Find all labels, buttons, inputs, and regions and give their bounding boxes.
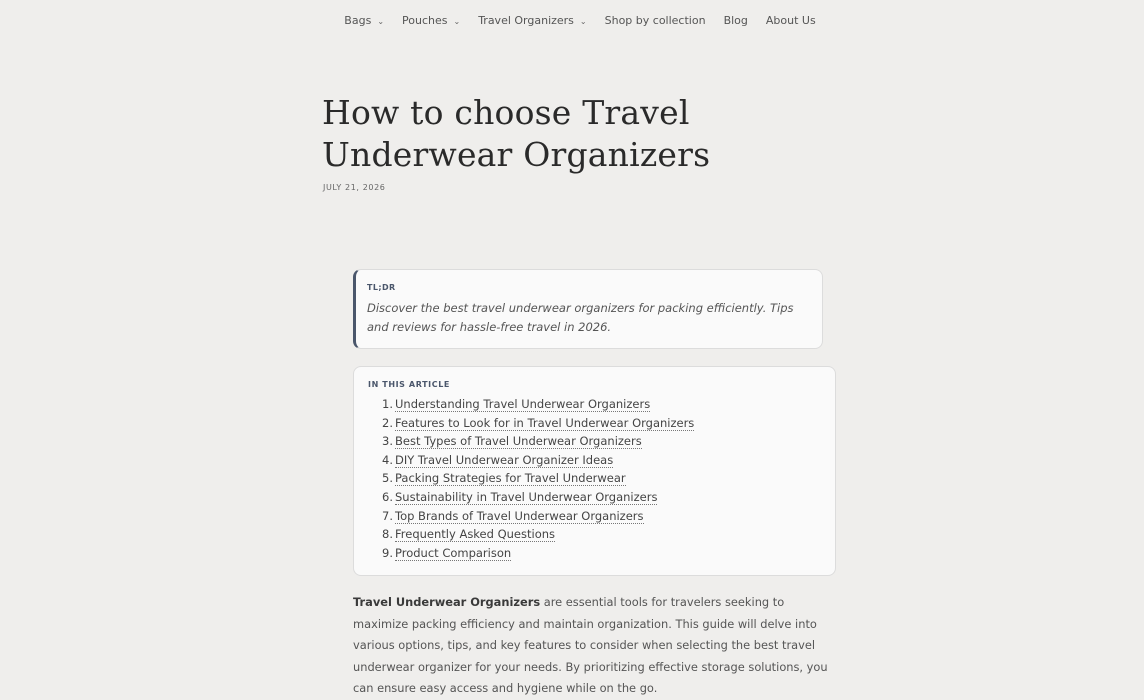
article-date: JULY 21, 2026	[323, 183, 386, 192]
toc-item-number: 9.	[382, 545, 393, 560]
toc-item-number: 6.	[382, 489, 393, 504]
nav-item-bags[interactable]	[344, 14, 384, 27]
intro-text: are essential tools for travelers seeking to maximize packing efficiency and maintain organization. This guide will delve into various options, tips, and key features to consider when selecting the best travel underwear organizer for your needs. By prioritizing effective storage solutions, you can ensure easy access and hygiene while on the go.	[353, 595, 828, 696]
toc-item	[382, 469, 821, 488]
toc-link[interactable]: Frequently Asked Questions	[395, 527, 556, 542]
nav-item-label: About Us	[765, 14, 816, 27]
toc-item-number: 5.	[382, 471, 393, 486]
toc-list	[368, 395, 821, 562]
toc-label: IN THIS ARTICLE	[368, 380, 450, 389]
chevron-down-icon: ⌄	[453, 17, 461, 26]
intro-paragraph	[353, 592, 833, 700]
nav-item-shop-by-collection[interactable]	[605, 14, 706, 27]
toc-item	[382, 414, 821, 433]
toc-item	[382, 507, 821, 526]
page-title: How to choose Travel Underwear Organizers	[322, 93, 711, 174]
nav-item-about-us[interactable]	[766, 14, 816, 27]
nav-item-blog[interactable]	[724, 14, 748, 27]
toc-item-number: 4.	[382, 452, 393, 467]
toc-link[interactable]: Product Comparison	[395, 545, 512, 560]
toc-item	[382, 451, 821, 470]
main-nav	[0, 14, 1144, 27]
toc-link[interactable]: Understanding Travel Underwear Organizers	[395, 397, 651, 411]
table-of-contents	[353, 366, 836, 576]
nav-item-label: Travel Organizers	[478, 14, 574, 27]
tldr-text: Discover the best travel underwear organizers for packing efficiently. Tips and reviews for hassle-free travel in 2026.	[367, 301, 794, 334]
toc-item	[382, 432, 821, 451]
nav-item-pouches[interactable]	[402, 14, 460, 27]
toc-link[interactable]: Sustainability in Travel Underwear Organizers	[395, 489, 658, 504]
toc-link[interactable]: Features to Look for in Travel Underwear Organizers	[395, 415, 695, 430]
chevron-down-icon: ⌄	[579, 17, 587, 26]
tldr-label: TL;DR	[367, 283, 396, 292]
toc-link[interactable]: Best Types of Travel Underwear Organizers	[395, 434, 642, 449]
toc-link[interactable]: Packing Strategies for Travel Underwear	[395, 471, 626, 486]
toc-item-number: 3.	[382, 434, 393, 449]
nav-item-label: Shop by collection	[604, 14, 706, 27]
intro-bold-term: Travel Underwear Organizers	[353, 595, 541, 609]
toc-link[interactable]: Top Brands of Travel Underwear Organizers	[395, 508, 644, 523]
nav-item-label: Pouches	[402, 14, 448, 27]
toc-item-number: 2.	[382, 415, 393, 430]
toc-item	[382, 488, 821, 507]
toc-item	[382, 544, 821, 563]
toc-link[interactable]: DIY Travel Underwear Organizer Ideas	[395, 452, 614, 467]
nav-item-travel-organizers[interactable]	[478, 14, 586, 27]
nav-item-label: Blog	[723, 14, 748, 27]
toc-item	[382, 395, 821, 414]
toc-item	[382, 525, 821, 544]
tldr-box	[353, 269, 823, 349]
toc-item-number: 8.	[382, 527, 393, 542]
chevron-down-icon: ⌄	[377, 17, 385, 26]
toc-item-number: 1.	[382, 397, 393, 411]
nav-item-label: Bags	[344, 14, 372, 27]
toc-item-number: 7.	[382, 508, 393, 523]
